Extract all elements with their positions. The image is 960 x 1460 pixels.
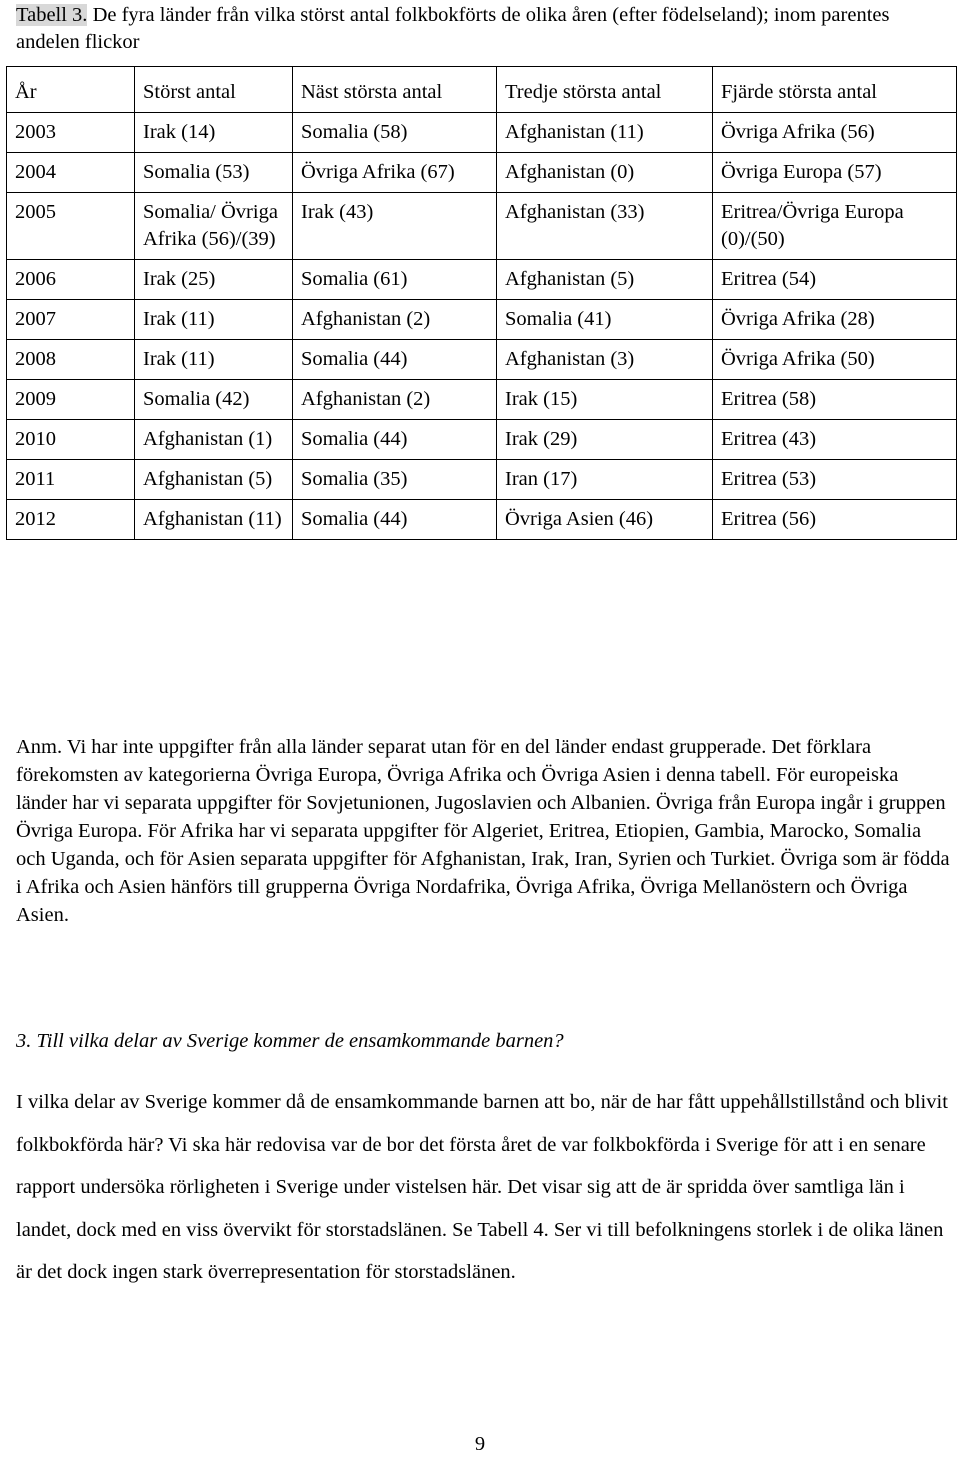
table-row (7, 460, 957, 500)
table-cell: Irak (25) (135, 260, 293, 300)
table-cell: Iran (17) (497, 460, 713, 500)
table-row (7, 153, 957, 193)
table-cell: Irak (15) (497, 380, 713, 420)
table-cell: Afghanistan (2) (293, 380, 497, 420)
table-cell: Somalia (53) (135, 153, 293, 193)
section-heading: 3. Till vilka delar av Sverige kommer de ensamkommande barnen? (16, 1030, 564, 1052)
data-table (6, 66, 957, 540)
table-row (7, 380, 957, 420)
table-cell: 2010 (7, 420, 135, 460)
table-cell: Afghanistan (5) (135, 460, 293, 500)
header-cell: Tredje största antal (497, 67, 713, 113)
table-cell: 2007 (7, 300, 135, 340)
table-cell: 2008 (7, 340, 135, 380)
table-cell: Somalia (44) (293, 340, 497, 380)
table-cell: 2003 (7, 113, 135, 153)
table-row (7, 420, 957, 460)
table-row (7, 193, 957, 260)
table-row (7, 500, 957, 540)
table-cell: Afghanistan (3) (497, 340, 713, 380)
table-row (7, 340, 957, 380)
table-cell: Eritrea (58) (713, 380, 957, 420)
table-cell: Irak (43) (293, 193, 497, 260)
table-note: Anm. Vi har inte uppgifter från alla länder separat utan för en del länder endast grupperade. Det förklara förekomsten av kategorierna Övriga Europa, Övriga Afrika och Övriga Asien i denna tabell. För europeiska länder har vi separata uppgifter för Sovjetunionen, Jugoslavien och Albanien. Övriga från Europa ingår i gruppen Övriga Europa. För Afrika har vi separata uppgifter för Algeriet, Eritrea, Etiopien, Gambia, Marocko, Somalia och Uganda, och för Asien separata uppgifter för Afghanistan, Irak, Iran, Syrien och Turkiet. Övriga som är födda i Afrika och Asien hänförs till grupperna Övriga Nordafrika, Övriga Afrika, Övriga Mellanöstern och Övriga Asien. (16, 736, 950, 926)
header-cell: Störst antal (135, 67, 293, 113)
table-cell: 2005 (7, 193, 135, 260)
table-cell: Afghanistan (11) (497, 113, 713, 153)
table-cell: Somalia (35) (293, 460, 497, 500)
table-cell: Eritrea (43) (713, 420, 957, 460)
table-cell: Somalia (44) (293, 420, 497, 460)
table-cell: Övriga Asien (46) (497, 500, 713, 540)
table-header-row (7, 67, 957, 113)
body-paragraph: I vilka delar av Sverige kommer då de ensamkommande barnen att bo, när de har fått uppehållstillstånd och blivit folkbokförda här? Vi ska här redovisa var de bor det första året de var folkbokförda i Sverige för att i en senare rapport undersöka rörligheten i Sverige under vistelsen här. Det visar sig att de är spridda över samtliga län i landet, dock med en viss övervikt för storstadslänen. Se Tabell 4. Ser vi till befolkningens storlek i de olika länen är det dock ingen stark överrepresentation för storstadslänen. (16, 1091, 948, 1283)
table-cell: Övriga Afrika (67) (293, 153, 497, 193)
table-cell: Somalia (41) (497, 300, 713, 340)
table-cell: Irak (11) (135, 340, 293, 380)
table-cell: Eritrea (53) (713, 460, 957, 500)
table-cell: Övriga Afrika (28) (713, 300, 957, 340)
table-cell: Somalia (44) (293, 500, 497, 540)
table-cell: 2011 (7, 460, 135, 500)
table-row (7, 300, 957, 340)
table-cell: Irak (29) (497, 420, 713, 460)
table-cell: Irak (14) (135, 113, 293, 153)
table-cell: Eritrea (56) (713, 500, 957, 540)
table-cell: 2006 (7, 260, 135, 300)
table-cell: Afghanistan (0) (497, 153, 713, 193)
header-cell: År (7, 67, 135, 113)
page-number: 9 (474, 1433, 486, 1455)
table-cell: Somalia (61) (293, 260, 497, 300)
table-cell: Somalia (58) (293, 113, 497, 153)
table-cell: Somalia/ Övriga Afrika (56)/(39) (135, 193, 293, 260)
table-row (7, 260, 957, 300)
table-row (7, 113, 957, 153)
table-cell: Övriga Afrika (56) (713, 113, 957, 153)
table-cell: Afghanistan (2) (293, 300, 497, 340)
header-cell: Fjärde största antal (713, 67, 957, 113)
table-cell: Afghanistan (1) (135, 420, 293, 460)
table-caption-label: Tabell 3. (16, 4, 88, 26)
table-cell: 2009 (7, 380, 135, 420)
table-cell: Eritrea (54) (713, 260, 957, 300)
table-cell: Övriga Afrika (50) (713, 340, 957, 380)
table-cell: Afghanistan (33) (497, 193, 713, 260)
table-cell: 2004 (7, 153, 135, 193)
table-cell: Afghanistan (11) (135, 500, 293, 540)
table-cell: Somalia (42) (135, 380, 293, 420)
table-cell: Irak (11) (135, 300, 293, 340)
table-cell: Övriga Europa (57) (713, 153, 957, 193)
table-caption-text: De fyra länder från vilka störst antal folkbokförts de olika åren (efter födelseland); inom parentes andelen flickor (16, 4, 890, 53)
table-cell: Eritrea/Övriga Europa (0)/(50) (713, 193, 957, 260)
table-cell: 2012 (7, 500, 135, 540)
header-cell: Näst största antal (293, 67, 497, 113)
table-caption (16, 2, 946, 56)
table-cell: Afghanistan (5) (497, 260, 713, 300)
